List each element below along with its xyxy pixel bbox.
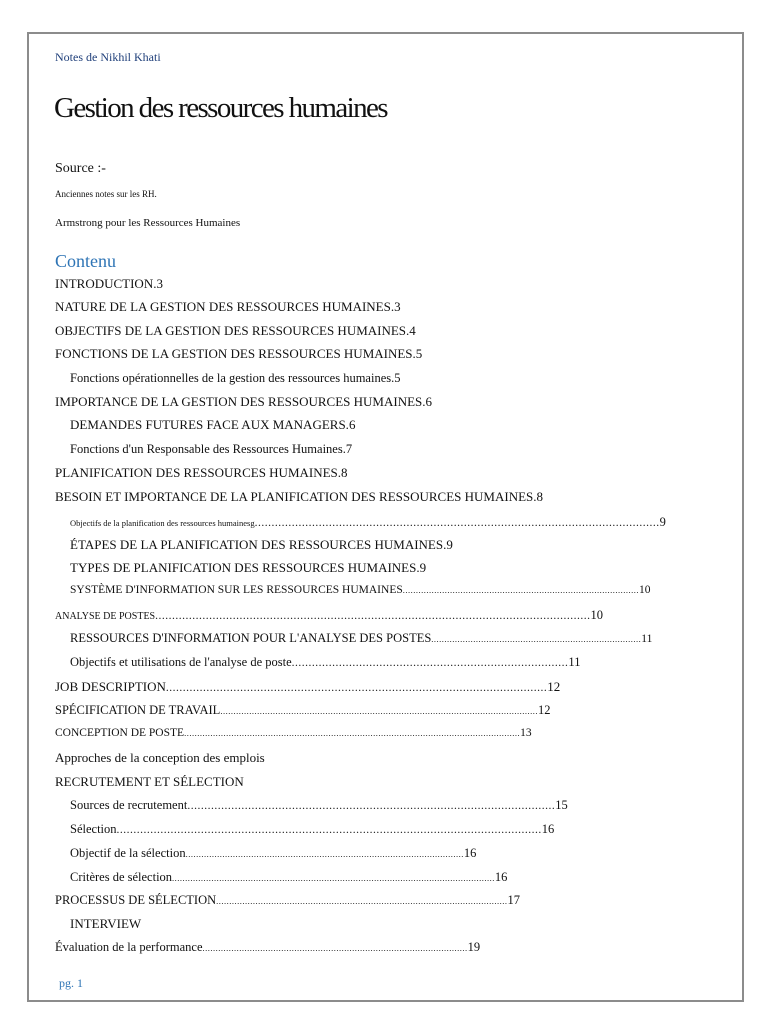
source-label: Source :-: [55, 161, 106, 176]
toc-entry[interactable]: Objectifs de la planification des ressources humainesg........................................................................................................................9: [70, 515, 666, 529]
toc-heading: Contenu: [55, 251, 116, 271]
document-page: [27, 32, 744, 1002]
toc-entry[interactable]: Approches de la conception des emplois: [55, 750, 265, 765]
toc-entry[interactable]: RESSOURCES D'INFORMATION POUR L'ANALYSE DES POSTES................................................................................11: [70, 631, 653, 645]
toc-entry[interactable]: Fonctions d'un Responsable des Ressources Humaines.7: [70, 442, 353, 456]
toc-entry[interactable]: Fonctions opérationnelles de la gestion des ressources humaines.5: [70, 371, 401, 385]
toc-entry[interactable]: FONCTIONS DE LA GESTION DES RESSOURCES HUMAINES.5: [55, 346, 423, 361]
header-note: Notes de Nikhil Khati: [55, 50, 161, 64]
toc-entry[interactable]: OBJECTIFS DE LA GESTION DES RESSOURCES HUMAINES.4: [55, 323, 416, 338]
source-line-1: Anciennes notes sur les RH.: [55, 189, 157, 199]
document-title: Gestion des ressources humaines: [54, 92, 387, 124]
toc-entry[interactable]: BESOIN ET IMPORTANCE DE LA PLANIFICATION DES RESSOURCES HUMAINES.8: [55, 489, 544, 504]
toc-entry[interactable]: ÉTAPES DE LA PLANIFICATION DES RESSOURCES HUMAINES.9: [70, 537, 453, 552]
toc-entry[interactable]: IMPORTANCE DE LA GESTION DES RESSOURCES HUMAINES.6: [55, 394, 433, 409]
toc-entry[interactable]: INTERVIEW: [70, 916, 142, 931]
toc-entry[interactable]: SYSTÈME D'INFORMATION SUR LES RESSOURCES HUMAINES..........................................................................................10: [70, 584, 651, 596]
toc-entry[interactable]: JOB DESCRIPTION.................................................................................................................12: [55, 679, 561, 694]
toc-entry[interactable]: SPÉCIFICATION DE TRAVAIL.........................................................................................................................12: [55, 703, 551, 717]
toc-entry[interactable]: INTRODUCTION.3: [55, 276, 163, 291]
toc-entry[interactable]: Évaluation de la performance.....................................................................................................19: [55, 940, 481, 954]
toc-entry[interactable]: DEMANDES FUTURES FACE AUX MANAGERS.6: [70, 417, 356, 432]
toc-entry[interactable]: PROCESSUS DE SÉLECTION...............................................................................................................17: [55, 893, 521, 907]
toc-entry[interactable]: CONCEPTION DE POSTE................................................................................................................................13: [55, 727, 532, 739]
toc-entry[interactable]: Critères de sélection...........................................................................................................................16: [70, 870, 508, 884]
source-line-2: Armstrong pour les Ressources Humaines: [55, 217, 241, 229]
toc-entry[interactable]: PLANIFICATION DES RESSOURCES HUMAINES.8: [55, 465, 348, 480]
toc-entry[interactable]: Sources de recrutement.............................................................................................................15: [70, 798, 568, 812]
toc-entry[interactable]: Objectif de la sélection..........................................................................................................16: [70, 846, 477, 860]
toc-entry[interactable]: ANALYSE DE POSTES.................................................................................................................................10: [55, 608, 603, 622]
toc-entry[interactable]: Sélection..............................................................................................................................16: [70, 822, 555, 836]
page-number: pg. 1: [59, 976, 83, 990]
toc-entry[interactable]: TYPES DE PLANIFICATION DES RESSOURCES HUMAINES.9: [70, 560, 427, 575]
toc-entry[interactable]: RECRUTEMENT ET SÉLECTION: [55, 774, 244, 789]
toc-entry[interactable]: NATURE DE LA GESTION DES RESSOURCES HUMAINES.3: [55, 299, 401, 314]
toc-entry[interactable]: Objectifs et utilisations de l'analyse de poste..................................................................................11: [70, 655, 581, 669]
